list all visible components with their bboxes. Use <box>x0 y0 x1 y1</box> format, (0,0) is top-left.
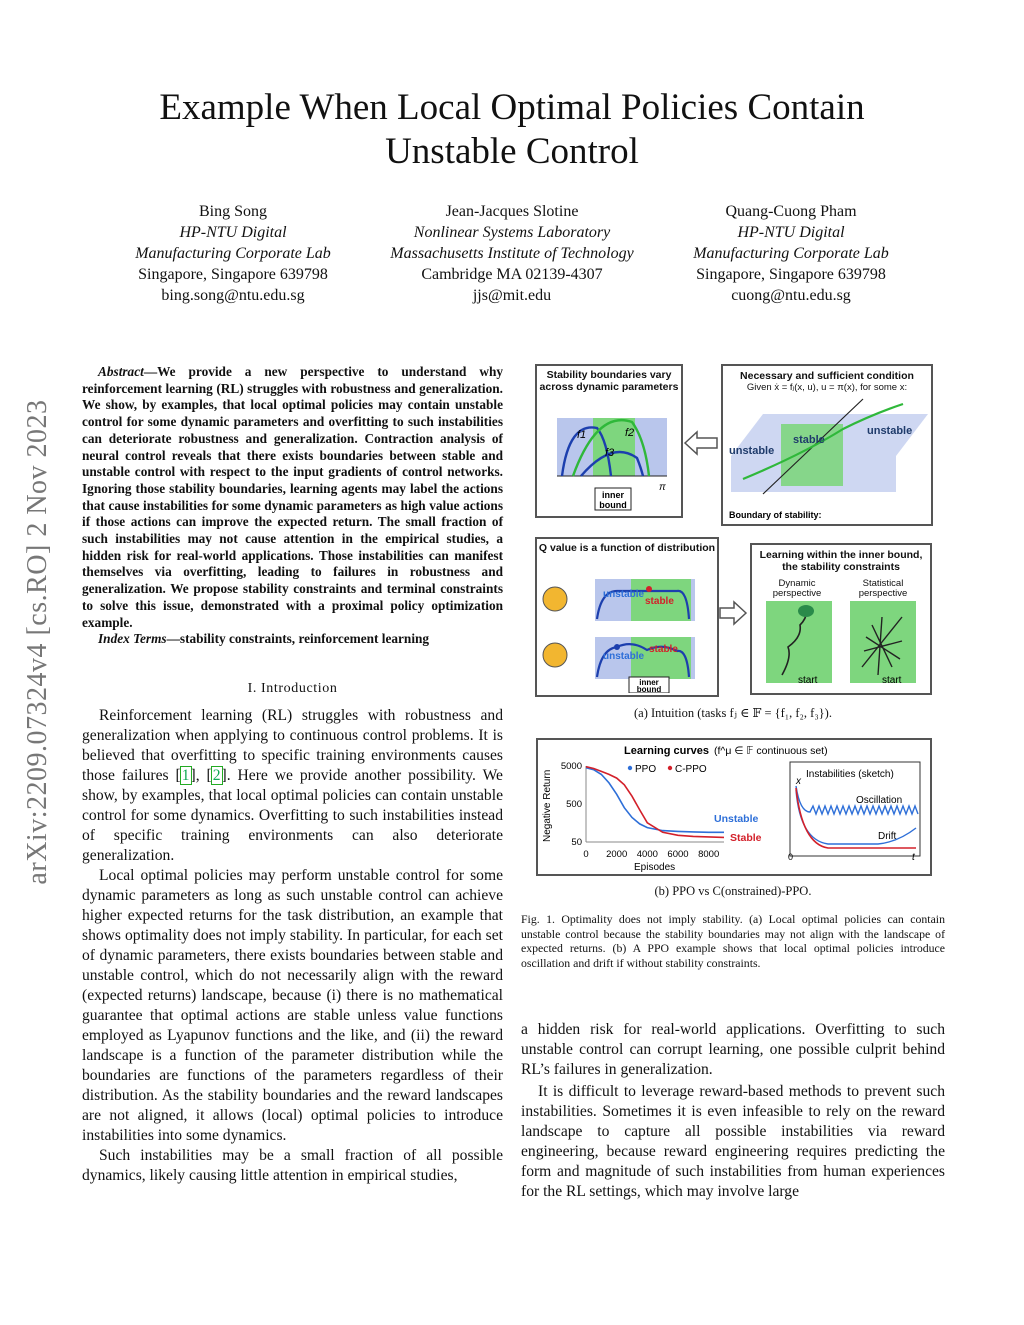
f1-label: f1 <box>577 429 587 441</box>
x-tick-label: 0 <box>583 849 589 860</box>
panel-title-line: the stability constraints <box>782 561 900 573</box>
bound-label: bound <box>599 500 627 510</box>
panel-title: Necessary and sufficient condition <box>740 370 914 382</box>
stable-label: stable <box>793 434 825 446</box>
inset-axis-origin: 0 <box>788 852 794 862</box>
author-name: Quang-Cuong Pham <box>725 203 857 220</box>
annotation-stable: Stable <box>730 832 762 844</box>
statistical-region <box>850 601 916 683</box>
paragraph: Such instabilities may be a small fraction of all possible dynamics, likely causing little attention in empirical studies, <box>82 1147 503 1184</box>
abstract-text: —We provide a new perspective to understand why reinforcement learning (RL) struggles with robustness and generalization. We show, by examples, that local optimal policies may contain unstable control for some dynamic parameters and overfitting to such instabilities can deteriorate robustness and generalization. Contraction analysis of neural control reveals that there exists boundaries between stable and unstable control with respect to the input gradients of control networks. Ignoring those stability boundaries, learning agents may label the actions that cause instabilities for some dynamic parameters as high value actions if those actions can improve the expected return. The small fraction of such instabilities may not cause attention in the empirical studies, a hidden risk for real-world applications. Those instabilities can manifest themselves via overfitting, leading to failures in robustness and generalization. We propose stability constraints and terminal constraints to solve this issue, demonstrated with a proximal policy optimization example. <box>82 364 503 630</box>
panel-title-line: across dynamic parameters <box>539 381 679 393</box>
legend-marker-ppo <box>628 766 632 770</box>
distribution-pie-1 <box>543 587 567 611</box>
subcaption-a: (a) Intuition (tasks fⱼ ∈ 𝔽 = {f₁, f₂, f₃}). <box>634 706 832 720</box>
abstract <box>82 364 503 648</box>
local-max-2 <box>614 644 620 650</box>
inner-label: inner <box>639 678 659 687</box>
paragraph: a hidden risk for real-world applications. Overfitting to such unstable control can corrupt learning, one possible culprit behind RL’s failures in generalization. <box>521 1021 945 1078</box>
legend-marker-c-ppo <box>668 766 672 770</box>
author-affiliation: Manufacturing Corporate Lab <box>693 245 889 262</box>
paragraph: Reinforcement learning (RL) struggles with robustness and generalization when applying to continuous control problems. It is believed that overfitting to specific training environments causes those failures [1], [2]. Here we provide another possibility. We show, by examples, that local optimal policies can contain unstable control for some dynamics. Overfitting to such instabilities instead of specific training environments can also deteriorate generalization. <box>82 707 503 864</box>
arrow-right-icon <box>718 600 748 626</box>
dynamic-perspective-label: Dynamic perspective <box>772 578 822 599</box>
author-affiliation: HP-NTU Digital <box>179 224 287 241</box>
author-city: Cambridge MA 02139-4307 <box>421 266 603 283</box>
inset-label-oscillation: Oscillation <box>856 795 903 806</box>
paragraph: Local optimal policies may perform unstable control for some dynamic parameters as long as such unstable control can achieve higher expected returns for the task distribution, an example that shows optimality does not imply stability. In particular, for each set of dynamic parameters, there exists boundaries between stable and unstable control, which do not necessarily align with the reward (expected returns) landscape, because (i) there is no mathematical guarantee that optimal actions are stable unless value functions employed as Lyapunov functions and the like, and (ii) the reward landscape is a function of the parameter distribution while the boundaries are functions of the parameters regardless of their distribution. As the stability boundaries and the reward landscapes are not aligned, it allows (local) optimal policies to introduce instabilities into some dynamics. <box>82 867 503 1144</box>
panel-given: Given ẋ = fⱼ(x, u), u = π(x), for some x: <box>746 382 908 393</box>
author-city: Singapore, Singapore 639798 <box>138 266 328 283</box>
x-tick-label: 4000 <box>636 849 658 860</box>
paragraph: It is difficult to leverage reward-based methods to prevent such instabilities. Sometimes it is even infeasible to rely on the reward landscape to capture all possible instabilities via reward engineering, because reward engineering requires predicting the form and magnitude of such instabilities from human experiences for the RL settings, which may involve large <box>521 1083 945 1200</box>
author-email[interactable]: cuong@ntu.edu.sg <box>731 287 851 304</box>
x-axis-label: Episodes <box>634 862 676 873</box>
author-name: Bing Song <box>198 203 267 220</box>
chart-title: Learning curves <box>624 745 709 757</box>
author-block-1 <box>98 201 368 306</box>
statistical-perspective-label: Statistical perspective <box>858 578 908 599</box>
author-affiliation: Nonlinear Systems Laboratory <box>413 224 611 241</box>
arxiv-identifier: arXiv:2209.07324v4 [cs.RO] 2 Nov 2023 <box>22 399 53 885</box>
start-label: start <box>798 675 818 686</box>
y-axis-label: Negative Return <box>542 769 553 842</box>
f2-label: f2 <box>625 427 635 439</box>
inset-title: Instabilities (sketch) <box>806 769 894 780</box>
local-max-1 <box>646 586 652 592</box>
stable-label: stable <box>649 644 678 655</box>
boundary-of-stability: Boundary of stability: <box>729 510 822 520</box>
f3-label: f3 <box>605 447 615 459</box>
unstable-label: unstable <box>603 589 645 600</box>
panel-title-line: Learning within the inner bound, <box>759 549 923 561</box>
author-city: Singapore, Singapore 639798 <box>696 266 886 283</box>
figure-panel-learning-curves <box>536 738 932 876</box>
bound-label: bound <box>636 685 662 693</box>
figure-panel-inner-bound-learning <box>750 543 932 695</box>
chart-subtitle: (f^μ ∈ 𝔽 continuous set) <box>714 745 828 757</box>
paragraph-text: . Here we provide another possibility. We show, by examples, that local optimal policies can contain unstable control for some dynamics. Overfitting to such instabilities instead of specific training environments can also deteriorate generalization. <box>82 767 503 864</box>
subcaption-b: (b) PPO vs C(onstrained)-PPO. <box>654 884 812 898</box>
panel-title-line: Stability boundaries vary <box>546 369 672 381</box>
y-tick-label: 50 <box>571 837 582 848</box>
abstract-label: Abstract <box>98 364 144 379</box>
figure-panel-stability-boundaries <box>535 364 683 518</box>
panel-title <box>752 549 930 573</box>
author-block-2 <box>377 201 647 306</box>
x-tick-label: 8000 <box>698 849 720 860</box>
annotation-unstable: Unstable <box>714 813 759 825</box>
figure-caption: Fig. 1. Optimality does not imply stability. (a) Local optimal policies can contain unstable control because the stability boundaries may not align with the landscape of expected returns. (b) A PPO example shows that local optimal policies introduce oscillation and drift if without stability constraints. <box>521 912 945 970</box>
x-tick-label: 6000 <box>667 849 689 860</box>
x-tick-label: 2000 <box>606 849 628 860</box>
unstable-label-left: unstable <box>729 445 775 457</box>
panel-title <box>537 369 681 393</box>
unstable-label: unstable <box>603 651 645 662</box>
title-line-2: Unstable Control <box>385 131 639 172</box>
index-terms-label: Index Terms <box>98 631 167 647</box>
learning-curve-chart <box>538 740 930 874</box>
citation-link[interactable]: 1 <box>181 767 190 784</box>
arrow-left-icon <box>683 430 719 456</box>
paragraph-text: Reinforcement learning (RL) struggles with robustness and generalization when applying to continuous control problems. It is believed that overfitting to specific training environments causes those failures <box>82 707 503 784</box>
author-email[interactable]: jjs@mit.edu <box>472 287 552 304</box>
inner-bound-diagram <box>752 597 930 693</box>
title-line-1: Example When Local Optimal Policies Contain <box>159 87 865 128</box>
citation-link[interactable]: 2 <box>212 767 221 784</box>
inset-axis-x: x <box>796 776 801 787</box>
right-column-body <box>521 1020 945 1202</box>
series-line-c-ppo <box>586 767 724 838</box>
series-line-ppo <box>586 768 724 833</box>
figure-panel-q-distribution <box>535 537 719 697</box>
panel-title: Q value is a function of distribution <box>538 542 716 554</box>
inset-axis-t: t <box>912 852 915 863</box>
inset-label-drift: Drift <box>878 831 897 842</box>
author-block-3 <box>656 201 926 306</box>
start-label: start <box>882 675 902 686</box>
index-terms-text: —stability constraints, reinforcement learning <box>166 631 430 647</box>
y-tick-label: 500 <box>566 799 582 810</box>
figure-panel-necessary-sufficient <box>721 364 933 526</box>
legend-label-c-ppo: C-PPO <box>675 764 707 775</box>
paper-title <box>0 86 1024 174</box>
inner-label: inner <box>601 490 625 500</box>
section-heading: I. Introduction <box>247 681 338 696</box>
distribution-pie-2 <box>543 643 567 667</box>
left-column-body <box>82 706 503 1186</box>
author-affiliation: Massachusetts Institute of Technology <box>390 245 634 262</box>
stability-condition-diagram <box>723 394 931 524</box>
author-affiliation: HP-NTU Digital <box>737 224 845 241</box>
author-affiliation: Manufacturing Corporate Lab <box>135 245 331 262</box>
y-tick-label: 5000 <box>560 761 582 772</box>
stability-boundaries-diagram <box>537 400 681 515</box>
pi-label: π <box>659 482 666 493</box>
author-email[interactable]: bing.song@ntu.edu.sg <box>161 287 305 304</box>
final-set <box>798 605 814 617</box>
stable-label: stable <box>645 596 674 607</box>
author-name: Jean-Jacques Slotine <box>445 203 579 220</box>
unstable-label-right: unstable <box>867 425 913 437</box>
legend-label-ppo: PPO <box>635 764 657 775</box>
q-distribution-diagram <box>537 555 717 693</box>
